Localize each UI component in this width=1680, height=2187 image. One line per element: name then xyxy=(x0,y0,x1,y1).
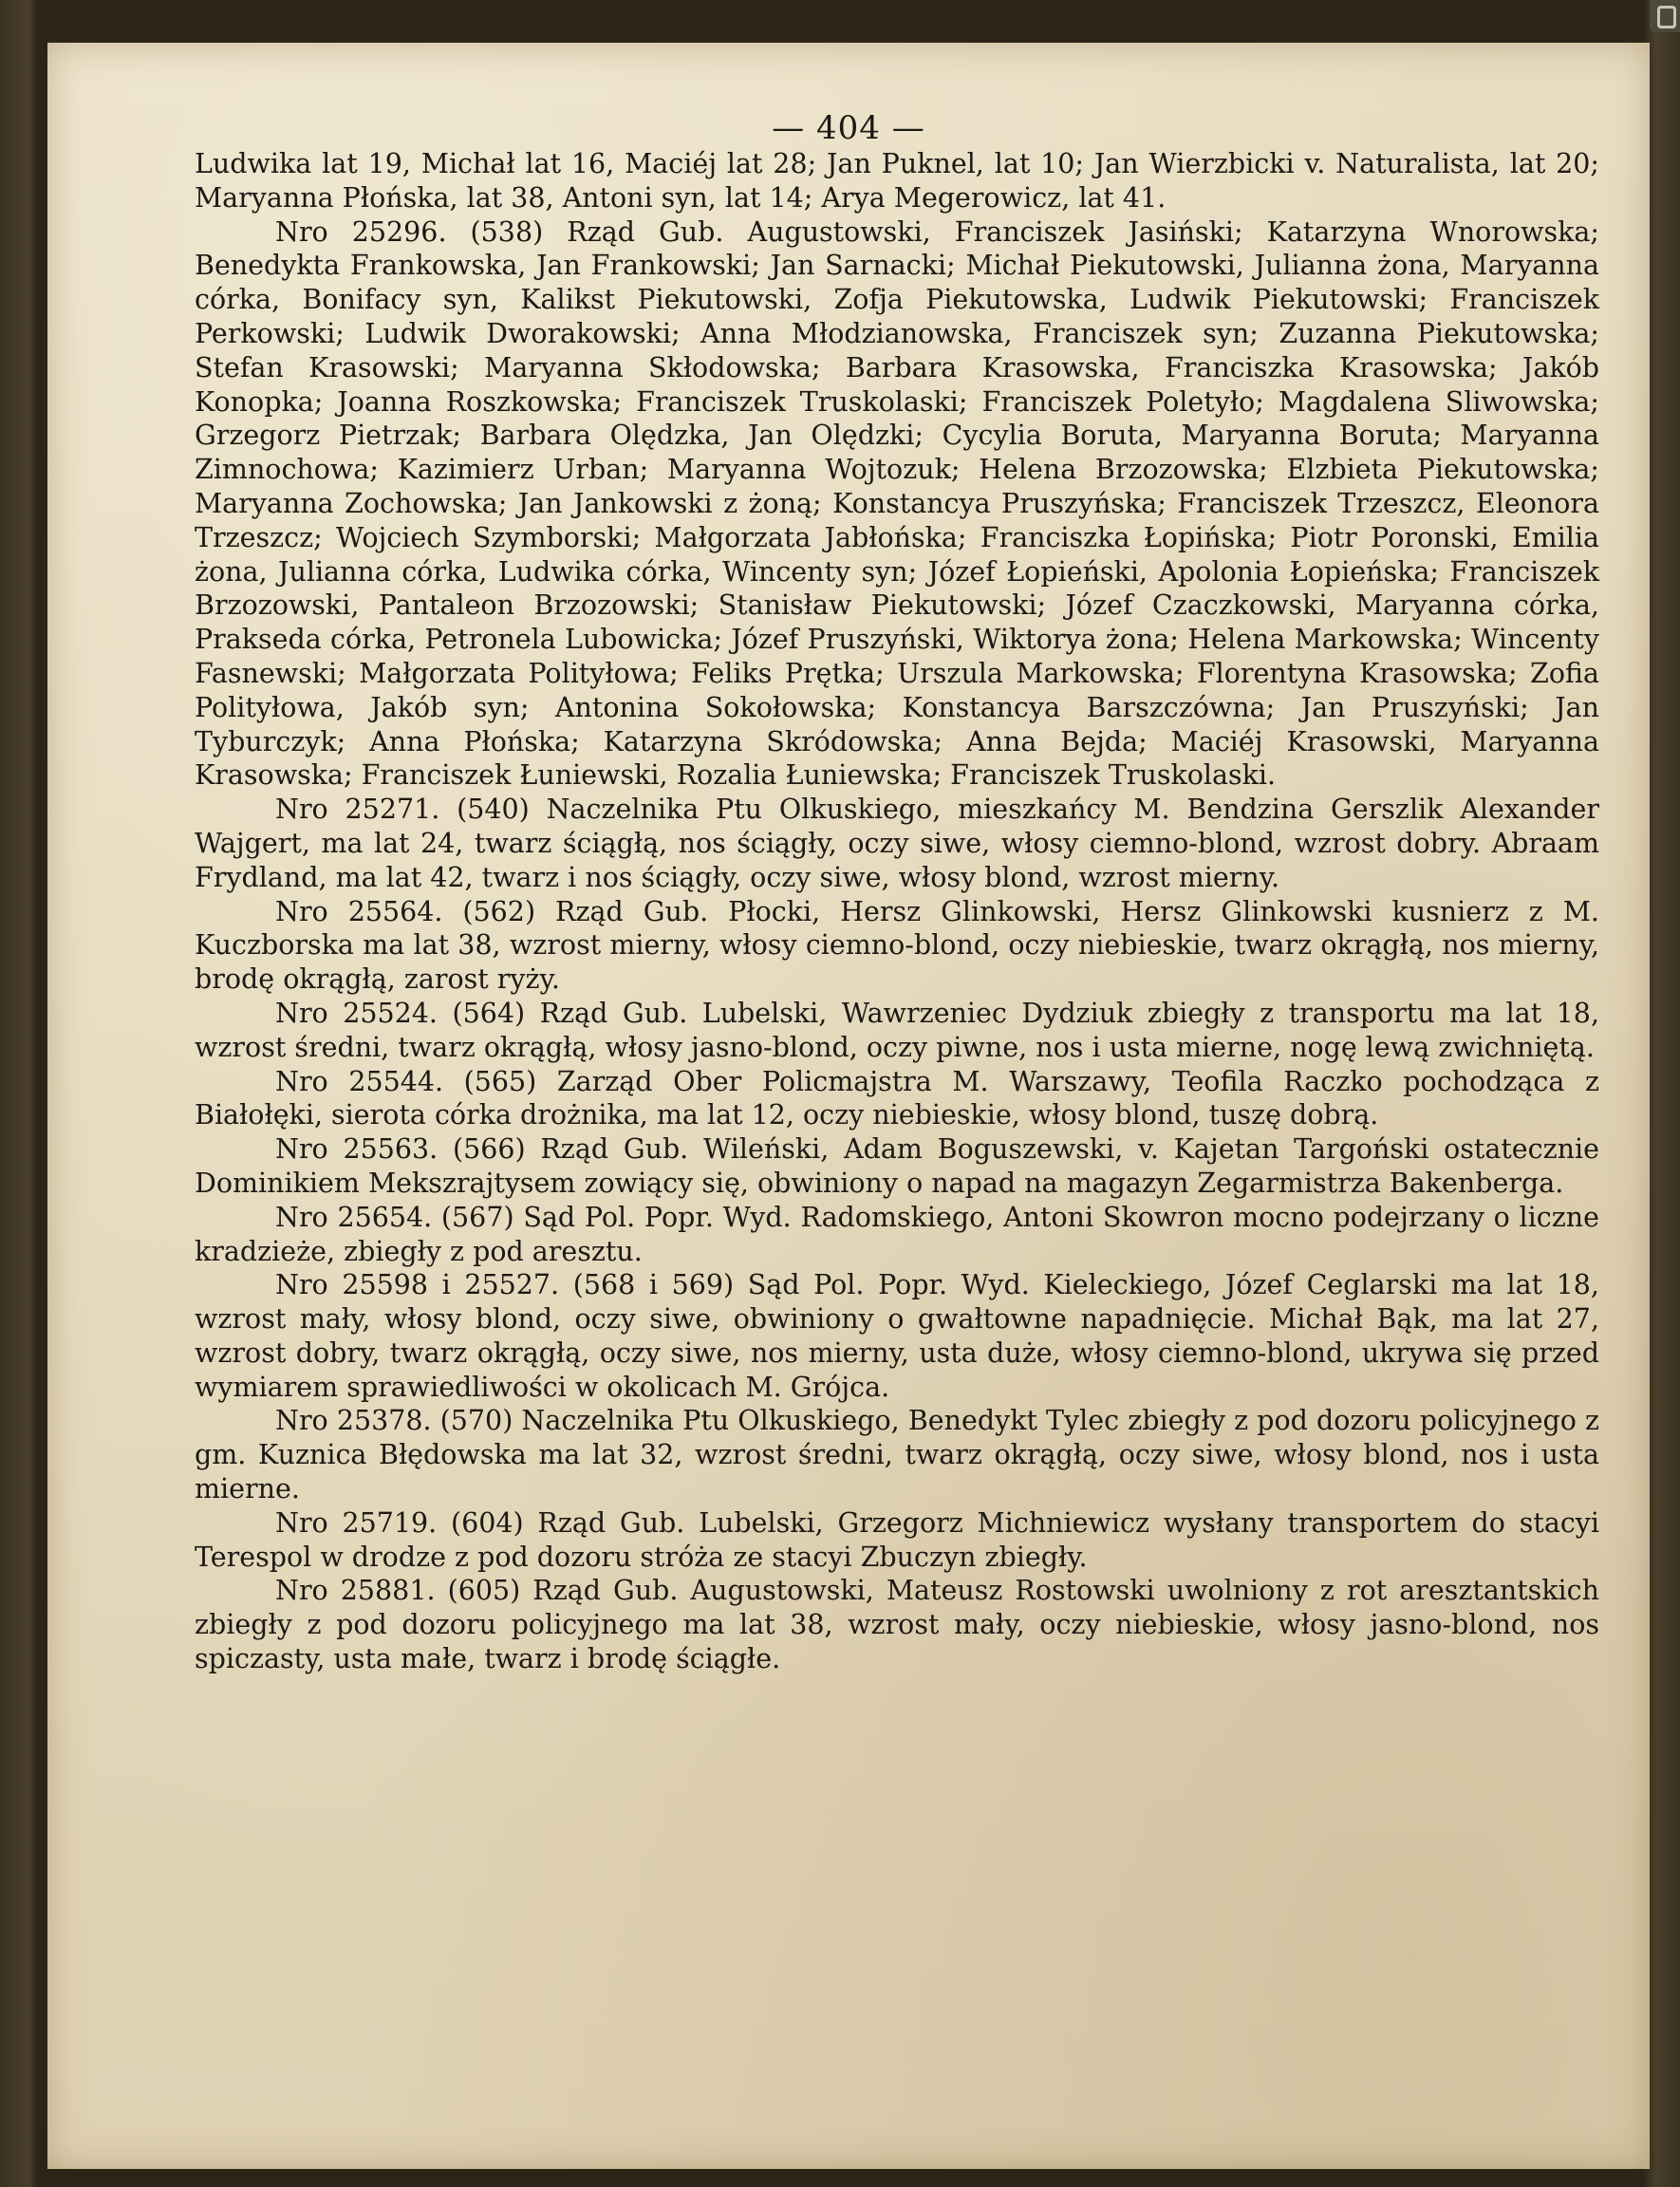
entry-25654: Nro 25654. (567) Sąd Pol. Popr. Wyd. Radomskiego, Antoni Skowron mocno podejrzany o liczne kradzieże, zbiegły z pod aresztu. xyxy=(195,1201,1599,1267)
page-clip-icon xyxy=(1650,0,1680,32)
entry-25296: Nro 25296. (538) Rząd Gub. Augustowski, Franciszek Jasiński; Katarzyna Wnorowska; Benedykta Frankowska, Jan Frankowski; Jan Sarnacki; Michał Piekutowski, Julianna żona, Maryanna córka, Bonifacy syn, Kalikst Piekutowski, Zofja Piekutowska, Ludwik Piekutowski; Franciszek Perkowski; Ludwik Dworakowski; Anna Młodzianowska, Franciszek syn; Zuzanna Piekutowska; Stefan Krasowski; Maryanna Skłodowska; Barbara Krasowska, Franciszka Krasowska; Jakób Konopka; Joanna Roszkowska; Franciszek Truskolaski; Franciszek Poletyło; Magdalena Sliwowska; Grzegorz Pietrzak; Barbara Olędzka, Jan Olędzki; Cycylia Boruta, Maryanna Boruta; Maryanna Zimnochowa; Kazimierz Urban; Maryanna Wojtozuk; Helena Brzozowska; Elzbieta Piekutowska; Maryanna Zochowska; Jan Jankowski z żoną; Konstancya Pruszyńska; Franciszek Trzeszcz, Eleonora Trzeszcz; Wojciech Szymborski; Małgorzata Jabłońska; Franciszka Łopińska; Piotr Poronski, Emilia żona, Julianna córka, Ludwika córka, Wincenty syn; Józef Łopieński, Apolonia Łopieńska; Franciszek Brzozowski, Pantaleon Brzozowski; Stanisław Piekutowski; Józef Czaczkowski, Maryanna córka, Prakseda córka, Petronela Lubowicka; Józef Pruszyński, Wiktorya żona; Helena Markowska; Wincenty Fasnewski; Małgorzata Polityłowa; Feliks Prętka; Urszula Markowska; Florentyna Krasowska; Zofia Polityłowa, Jakób syn; Antonina Sokołowska; Konstancya Barszczówna; Jan Pruszyński; Jan Tyburczyk; Anna Płońska; Katarzyna Skródowska; Anna Bejda; Maciéj Krasowski, Maryanna Krasowska; Franciszek Łuniewski, Rozalia Łuniewska; Franciszek Truskolaski. xyxy=(195,215,1599,792)
entry-25598-25527: Nro 25598 i 25527. (568 i 569) Sąd Pol. Popr. Wyd. Kieleckiego, Józef Ceglarski ma lat 18, wzrost mały, włosy blond, oczy siwe, obwiniony o gwałtowne napadnięcie. Michał Bąk, ma lat 27, wzrost dobry, twarz okrągłą, oczy siwe, nos mierny, usta duże, włosy ciemno-blond, ukrywa się przed wymiarem sprawiedliwości w okolicach M. Grójca. xyxy=(195,1269,1599,1403)
entry-25719: Nro 25719. (604) Rząd Gub. Lubelski, Grzegorz Michniewicz wysłany transportem do stacyi Terespol w drodze z pod dozoru stróża ze stacyi Zbuczyn zbiegły. xyxy=(195,1506,1599,1573)
entry-25563: Nro 25563. (566) Rząd Gub. Wileński, Adam Boguszewski, v. Kajetan Targoński ostatecznie Dominikiem Mekszrajtysem zowiący się, obwiniony o napad na magazyn Zegarmistrza Bakenberga. xyxy=(195,1133,1599,1199)
entry-25544: Nro 25544. (565) Zarząd Ober Policmajstra M. Warszawy, Teofila Raczko pochodząca z Białołęki, sierota córka drożnika, ma lat 12, oczy niebieskie, włosy blond, tuszę dobrą. xyxy=(195,1065,1599,1131)
entry-25881: Nro 25881. (605) Rząd Gub. Augustowski, Mateusz Rostowski uwolniony z rot aresztantskich zbiegły z pod dozoru policyjnego ma lat 38, wzrost mały, oczy niebieskie, włosy jasno-blond, nos spiczasty, usta małe, twarz i brodę ściągłe. xyxy=(195,1575,1599,1675)
paragraph-continuation: Ludwika lat 19, Michał lat 16, Maciéj lat 28; Jan Puknel, lat 10; Jan Wierzbicki v. Naturalista, lat 20; Maryanna Płońska, lat 38, Antoni syn, lat 14; Arya Megerowicz, lat 41. xyxy=(195,148,1599,214)
entry-25271: Nro 25271. (540) Naczelnika Ptu Olkuskiego, mieszkańcy M. Bendzina Gerszlik Alexander Wajgert, ma lat 24, twarz ściągłą, nos ściągły, oczy siwe, włosy ciemno-blond, wzrost dobry. Abraam Frydland, ma lat 42, twarz i nos ściągły, oczy siwe, włosy blond, wzrost mierny. xyxy=(195,794,1599,893)
page-number: — 404 — xyxy=(772,109,925,147)
page-body xyxy=(195,147,1599,1676)
entry-25564: Nro 25564. (562) Rząd Gub. Płocki, Hersz Glinkowski, Hersz Glinkowski kusnierz z M. Kuczborska ma lat 38, wzrost mierny, włosy ciemno-blond, oczy niebieskie, twarz okrągłą, nos mierny, brodę okrągłą, zarost ryży. xyxy=(195,895,1599,996)
entry-25524: Nro 25524. (564) Rząd Gub. Lubelski, Wawrzeniec Dydziuk zbiegły z transportu ma lat 18, wzrost średni, twarz okrągłą, włosy jasno-blond, oczy piwne, nos i usta mierne, nogę lewą zwichniętą. xyxy=(195,997,1599,1063)
entry-25378: Nro 25378. (570) Naczelnika Ptu Olkuskiego, Benedykt Tylec zbiegły z pod dozoru policyjnego z gm. Kuznica Błędowska ma lat 32, wzrost średni, twarz okrągłą, oczy siwe, włosy blond, nos i usta mierne. xyxy=(195,1405,1599,1505)
